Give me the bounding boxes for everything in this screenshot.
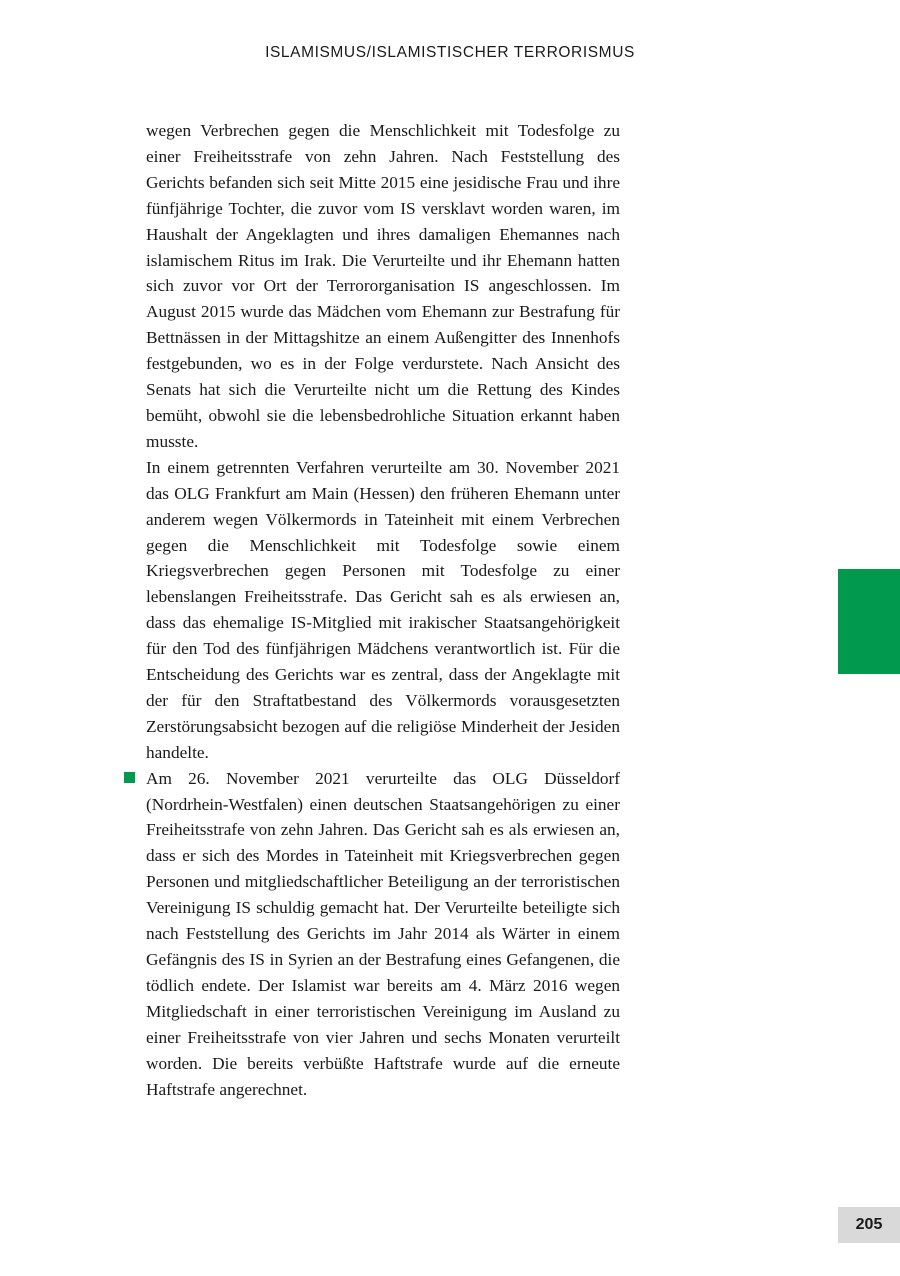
paragraph-duesseldorf-verdict: Am 26. November 2021 verurteilte das OLG Düsseldorf (Nordrhein-Westfalen) einen deutschen Staatsangehörigen zu einer Freiheitsstrafe von zehn Jahren. Das Gericht sah es als erwiesen an, dass er sich des Mordes in Tateinheit mit Kriegsverbrechen gegen Personen und mitgliedschaftlicher Beteiligung an der terroristischen Vereinigung IS schuldig gemacht hat. Der Verurteilte beteiligte sich nach Feststellung des Gerichts im Jahr 2014 als Wärter in einem Gefängnis des IS in Syrien an der Bestrafung eines Gefangenen, die tödlich endete. Der Islamist war bereits am 4. März 2016 wegen Mitgliedschaft in einer terroristischen Vereinigung im Ausland zu einer Freiheitsstrafe von vier Jahren und sechs Monaten verurteilt worden. Die bereits verbüßte Haftstrafe wurde auf die erneute Haftstrafe angerechnet. [146,768,620,1099]
green-square-bullet-icon [124,772,135,783]
body-text [146,118,620,1102]
running-header: ISLAMISMUS/ISLAMISTISCHER TERRORISMUS [265,44,635,61]
paragraph-continuation: wegen Verbrechen gegen die Menschlichkeit mit Todesfolge zu einer Freiheitsstrafe von zehn Jahren. Nach Feststellung des Gerichts befanden sich seit Mitte 2015 eine jesidische Frau und ihre fünfjährige Tochter, die zuvor vom IS versklavt worden waren, im Haushalt der Angeklagten und ihres damaligen Ehemannes nach islamischem Ritus im Irak. Die Verurteilte und ihr Ehemann hatten sich zuvor vor Ort der Terrororganisation IS angeschlossen. Im August 2015 wurde das Mädchen vom Ehemann zur Bestrafung für Bettnässen in der Mittagshitze an einem Außengitter des Innenhofs festgebunden, wo es in der Folge verdurstete. Nach Ansicht des Senats hat sich die Verurteilte nicht um die Rettung des Kindes bemüht, obwohl sie die lebensbedrohliche Situation erkannt haben musste. [146,121,620,451]
bullet-item [146,766,620,1103]
paragraph-frankfurt-verdict: In einem getrennten Verfahren verurteilte am 30. November 2021 das OLG Frankfurt am Main (Hessen) den früheren Ehemann unter anderem wegen Völkermords in Tateinheit mit einem Verbrechen gegen die Menschlichkeit mit Todesfolge sowie einem Kriegsverbrechen gegen Personen mit Todesfolge zu einer lebenslangen Freiheitsstrafe. Das Gericht sah es als erwiesen an, dass das ehemalige IS-Mitglied mit irakischer Staatsangehörigkeit für den Tod des fünfjährigen Mädchens verantwortlich ist. Für die Entscheidung des Gerichts war es zentral, dass der Angeklagte mit der für den Straftatbestand des Völkermords vorausgesetzten Zerstörungsabsicht bezogen auf die religiöse Minderheit der Jesiden handelte. [146,457,620,762]
page-number: 205 [838,1207,900,1243]
chapter-tab-marker [838,569,900,674]
